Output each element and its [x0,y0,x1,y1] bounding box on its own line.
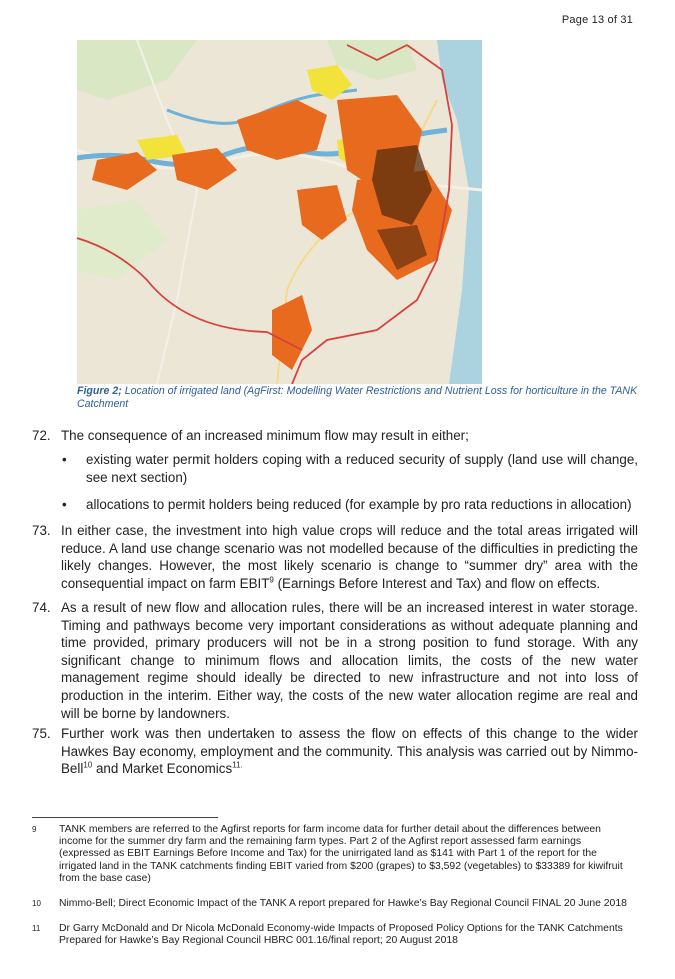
bullet-text: existing water permit holders coping with a reduced security of supply (land use will change, see next section) [86,452,638,485]
paragraph-text: The consequence of an increased minimum flow may result in either; [61,428,469,443]
footnote-ref: 10 [83,760,93,770]
paragraph-text: As a result of new flow and allocation rules, there will be an increased interest in water storage. Timing and pathways become very important considerations as without adequate planning and time provided, primary producers will not be in a strong position to fund storage. With any significant change to minimum flows and allocation limits, the costs of the new water management regime should ideally be directed to new infrastructure and not into loss of production in the interim. Either way, the costs of the new water allocation regime are real and will be borne by landowners. [61,600,638,721]
map-graphic [77,40,482,384]
paragraph-74 [32,599,638,722]
paragraph-number: 75. [32,726,51,741]
footnote-ref: 9 [269,575,274,585]
footnote-text: Dr Garry McDonald and Dr Nicola McDonald Economy-wide Impacts of Proposed Policy Options for the TANK Catchments Prepared for Hawke’s Bay Regional Council HBRC 001.16/final report; 20 August 2018 [59,923,623,947]
footnote-10 [32,898,632,910]
bullet-icon: • [62,452,67,467]
paragraph-75 [32,725,638,778]
bullet-text: allocations to permit holders being reduced (for example by pro rata reductions in allocation) [86,497,632,512]
figure-caption [77,385,642,410]
figure-caption-text: Location of irrigated land (AgFirst: Modelling Water Restrictions and Nutrient Loss for horticulture in the TANK Catchment [77,385,638,410]
page-number: Page 13 of 31 [561,14,633,26]
footnote-number: 10 [32,899,41,908]
paragraph-73 [32,522,638,592]
footnote-text: Nimmo-Bell; Direct Economic Impact of the TANK A report prepared for Hawke’s Bay Regional Council FINAL 20 June 2018 [59,898,627,909]
footnote-number: 11 [32,924,41,933]
footnote-ref: 11. [232,760,243,770]
figure-caption-label: Figure 2; [77,385,122,397]
bullet-item [62,451,638,486]
footnote-11 [32,923,632,947]
footnote-number: 9 [32,825,37,834]
paragraph-number: 73. [32,523,51,538]
irrigated-land-map [77,40,482,384]
footnote-9 [32,824,632,885]
paragraph-text: Further work was then undertaken to assess the flow on effects of this change to the wider Hawkes Bay economy, employment and the community. This analysis was carried out by Nimmo-Bell$^{10}$ and Market Economics$^{11.}$ [61,726,638,777]
bullet-item [62,496,638,514]
bullet-icon: • [62,497,67,512]
footnote-text: TANK members are referred to the Agfirst reports for farm income data for further detail about the differences between income for the summer dry farm and the remaining farm types. Part 2 of the Agfirst report assessed farm earnings (expressed as EBIT Earnings Before Income and Tax) for the unirrigated land as $141 with Part 1 of the report for the irrigated land in the TANK catchments finding EBIT varied from $200 (grapes) to $3,592 (vegetables) to $33389 for kiwifruit from the base case) [59,824,623,884]
paragraph-text: In either case, the investment into high value crops will reduce and the total areas irrigated will reduce. A land use change scenario was not modelled because of the difficulties in predicting the likely changes. However, the most likely scenario is change to “summer dry” area with the consequential impact on farm EBIT$^9$ (Earnings Before Interest and Tax) and flow on effects. [61,523,638,591]
paragraph-number: 72. [32,428,51,443]
paragraph-72 [32,427,638,445]
footnote-divider [32,817,218,818]
paragraph-number: 74. [32,600,51,615]
